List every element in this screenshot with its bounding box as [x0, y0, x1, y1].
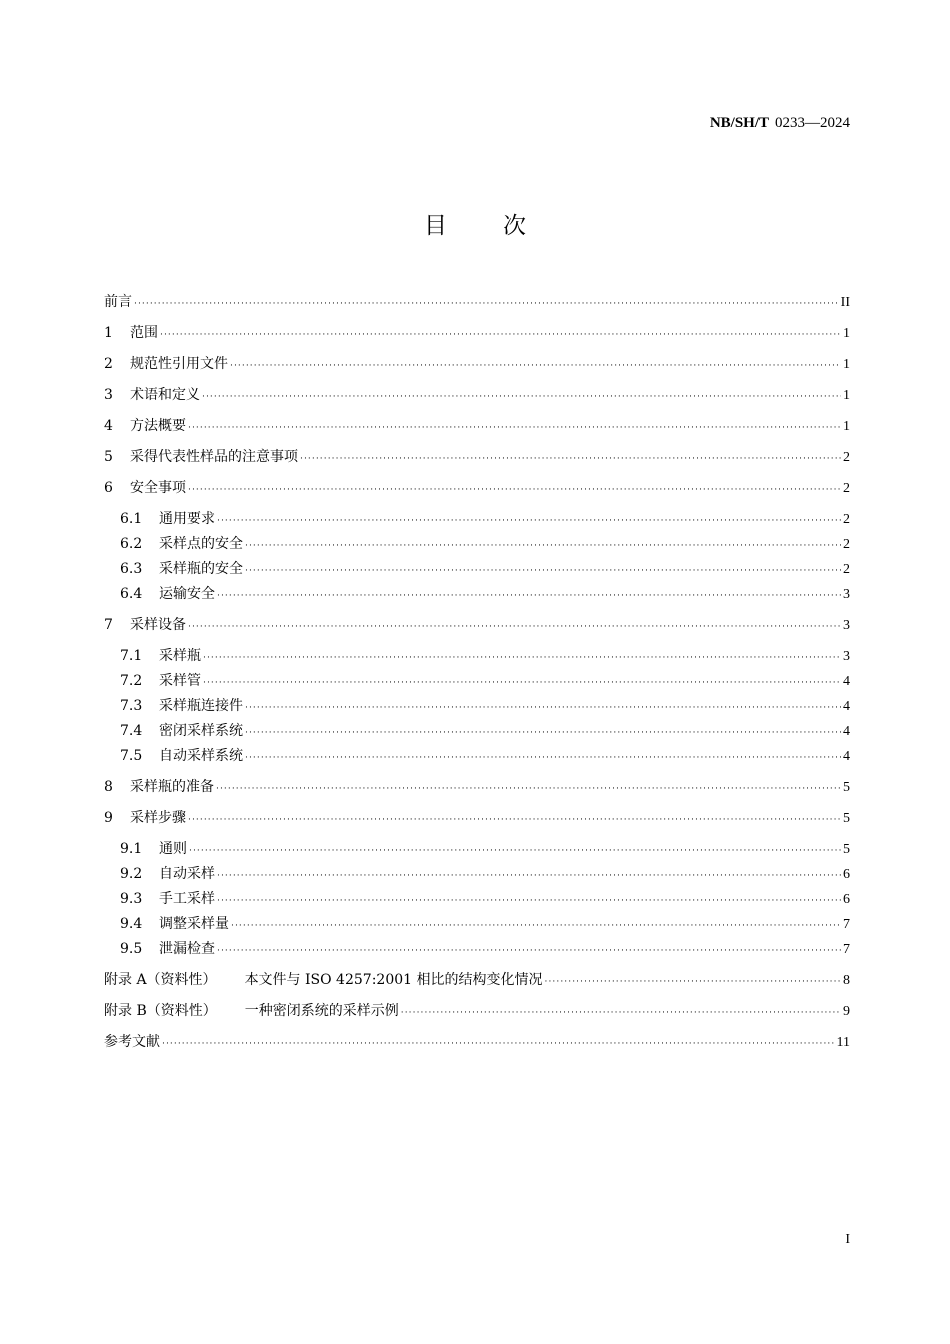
toc-entry[interactable]	[104, 387, 850, 404]
toc-entry[interactable]	[104, 561, 850, 578]
toc-entry-number: 8	[104, 779, 113, 795]
toc-entry-label: 手工采样	[159, 891, 215, 907]
toc-entry[interactable]	[104, 294, 850, 311]
toc-leader-dots	[245, 750, 841, 767]
toc-entry-page: 3	[843, 649, 850, 664]
toc-entry-page: 7	[843, 917, 850, 932]
toc-entry-number: 3	[104, 387, 113, 403]
toc-entry-label: 范围	[130, 325, 158, 341]
toc-entry-label: 附录 A（资料性）	[104, 972, 217, 988]
toc-entry-page: 3	[843, 587, 850, 602]
toc-entry-page: II	[840, 295, 850, 310]
toc-entry[interactable]	[104, 418, 850, 435]
toc-entry[interactable]	[104, 536, 850, 553]
toc-entry-label: 采样瓶	[159, 648, 201, 664]
toc-entry-label: 附录 B（资料性）	[104, 1003, 217, 1019]
toc-entry-page: 2	[843, 537, 850, 552]
toc-leader-dots	[203, 675, 841, 692]
toc-entry-number: 6.2	[120, 536, 143, 552]
toc-leader-dots	[217, 588, 841, 605]
toc-entry-number: 7.2	[120, 673, 143, 689]
toc-entry-page: 5	[843, 780, 850, 795]
toc-entry-label: 采样步骤	[130, 810, 186, 826]
toc-entry-page: 4	[843, 674, 850, 689]
toc-entry-number: 9.1	[120, 841, 143, 857]
toc-leader-dots	[188, 812, 841, 829]
toc-entry-number: 7.1	[120, 648, 143, 664]
toc-entry[interactable]	[104, 1003, 850, 1020]
toc-leader-dots	[245, 563, 841, 580]
toc-entry-number: 9	[104, 810, 113, 826]
toc-entry-number: 1	[104, 325, 113, 341]
toc-entry-number: 9.5	[120, 941, 143, 957]
toc-leader-dots	[203, 650, 841, 667]
toc-entry-number: 2	[104, 356, 113, 372]
toc-entry-number: 7.3	[120, 698, 143, 714]
toc-entry-label: 采样点的安全	[159, 536, 243, 552]
toc-entry-number: 6	[104, 480, 113, 496]
toc-entry-label: 自动采样	[159, 866, 215, 882]
toc-leader-dots	[245, 725, 841, 742]
toc-entry[interactable]	[104, 748, 850, 765]
toc-entry-page: 2	[843, 562, 850, 577]
toc-entry-label: 通则	[159, 841, 187, 857]
toc-entry-label: 通用要求	[159, 511, 215, 527]
toc-entry-page: 4	[843, 699, 850, 714]
toc-entry[interactable]	[104, 841, 850, 858]
toc-entry-label: 安全事项	[130, 480, 186, 496]
toc-entry[interactable]	[104, 972, 850, 989]
toc-entry-page: 11	[836, 1035, 850, 1050]
toc-entry[interactable]	[104, 723, 850, 740]
toc-entry-label: 参考文献	[104, 1034, 160, 1050]
toc-entry[interactable]	[104, 916, 850, 933]
toc-leader-dots	[189, 843, 841, 860]
toc-entry-label: 前言	[104, 294, 132, 310]
toc-entry-label: 自动采样系统	[159, 748, 243, 764]
toc-entry-number: 6.1	[120, 511, 143, 527]
title-char-2: 次	[503, 213, 526, 239]
toc-entry-number: 6.3	[120, 561, 143, 577]
toc-entry-page: 6	[843, 867, 850, 882]
toc-entry[interactable]	[104, 325, 850, 342]
page-number: I	[845, 1232, 850, 1247]
toc-entry-number: 7.5	[120, 748, 143, 764]
toc-entry[interactable]	[104, 779, 850, 796]
toc-entry-page: 8	[843, 973, 850, 988]
toc-entry-page: 1	[843, 388, 850, 403]
toc-entry-appendix-title: 一种密闭系统的采样示例	[244, 1003, 399, 1019]
toc-leader-dots	[188, 619, 841, 636]
toc-entry-label: 采样设备	[130, 617, 186, 633]
toc-entry[interactable]	[104, 586, 850, 603]
toc-entry[interactable]	[104, 511, 850, 528]
toc-leader-dots	[216, 781, 841, 798]
toc-leader-dots	[230, 358, 841, 375]
toc-entry-appendix-title: 本文件与 ISO 4257:2001 相比的结构变化情况	[244, 972, 543, 988]
toc-leader-dots	[245, 538, 841, 555]
toc-entry-number: 7.4	[120, 723, 143, 739]
toc-leader-dots	[217, 513, 841, 530]
document-code-prefix: NB/SH/T	[709, 115, 769, 131]
toc-entry[interactable]	[104, 891, 850, 908]
toc-leader-dots	[401, 1005, 841, 1022]
toc-entry-page: 1	[843, 419, 850, 434]
document-code-number: 0233—2024	[775, 115, 850, 131]
toc-entry-label: 术语和定义	[130, 387, 200, 403]
toc-entry-number: 9.4	[120, 916, 143, 932]
toc-entry-label: 采样管	[159, 673, 201, 689]
toc-entry-number: 6.4	[120, 586, 143, 602]
toc-entry[interactable]	[104, 810, 850, 827]
toc-entry-page: 7	[843, 942, 850, 957]
toc-entry-page: 2	[843, 512, 850, 527]
toc-entry[interactable]	[104, 1034, 850, 1051]
toc-leader-dots	[245, 700, 841, 717]
toc-leader-dots	[162, 1036, 835, 1053]
toc-entry[interactable]	[104, 356, 850, 373]
toc-entry-number: 7	[104, 617, 113, 633]
toc-entry-page: 5	[843, 811, 850, 826]
toc-leader-dots	[217, 868, 841, 885]
toc-entry[interactable]	[104, 617, 850, 634]
toc-entry-number: 9.2	[120, 866, 143, 882]
toc-entry-label: 调整采样量	[159, 916, 229, 932]
toc-entry-label: 运输安全	[159, 586, 215, 602]
toc-leader-dots	[231, 918, 841, 935]
toc-entry-label: 方法概要	[130, 418, 186, 434]
toc-leader-dots	[134, 296, 839, 313]
toc-entry-page: 4	[843, 749, 850, 764]
toc-entry-label: 采样瓶的安全	[159, 561, 243, 577]
toc-entry-page: 3	[843, 618, 850, 633]
toc-entry[interactable]	[104, 449, 850, 466]
toc-entry-number: 9.3	[120, 891, 143, 907]
toc-entry-label: 泄漏检查	[159, 941, 215, 957]
toc-entry[interactable]	[104, 648, 850, 665]
toc-leader-dots	[160, 327, 841, 344]
page-title	[0, 207, 950, 240]
toc-entry[interactable]	[104, 698, 850, 715]
toc-entry-label: 采样瓶的准备	[130, 779, 214, 795]
toc-entry-label: 规范性引用文件	[130, 356, 228, 372]
toc-leader-dots	[188, 482, 841, 499]
toc-entry[interactable]	[104, 673, 850, 690]
toc-entry-page: 2	[843, 450, 850, 465]
toc-leader-dots	[545, 974, 842, 991]
toc-entry[interactable]	[104, 866, 850, 883]
toc-entry[interactable]	[104, 480, 850, 497]
toc-leader-dots	[300, 451, 841, 468]
toc-entry-label: 采样瓶连接件	[159, 698, 243, 714]
toc-entry-page: 9	[843, 1004, 850, 1019]
toc-entry-page: 2	[843, 481, 850, 496]
toc-entry-page: 1	[843, 326, 850, 341]
toc-entry[interactable]	[104, 941, 850, 958]
title-char-1: 目	[424, 213, 447, 239]
toc-leader-dots	[217, 943, 841, 960]
toc-entry-number: 5	[104, 449, 113, 465]
toc-leader-dots	[217, 893, 841, 910]
toc-entry-page: 1	[843, 357, 850, 372]
toc-entry-label: 密闭采样系统	[159, 723, 243, 739]
toc-leader-dots	[188, 420, 841, 437]
toc-entry-page: 5	[843, 842, 850, 857]
toc-entry-page: 4	[843, 724, 850, 739]
toc-entry-number: 4	[104, 418, 113, 434]
toc-entry-page: 6	[843, 892, 850, 907]
toc-leader-dots	[202, 389, 841, 406]
toc-entry-label: 采得代表性样品的注意事项	[130, 449, 298, 465]
document-code	[710, 115, 850, 132]
